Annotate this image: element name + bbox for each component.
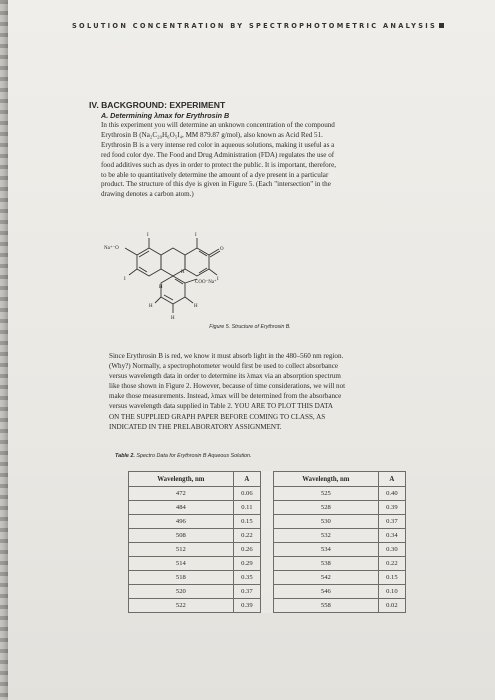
atom-label: COO⁻Na⁺	[195, 280, 217, 285]
molecule-bonds	[125, 238, 220, 313]
cell-wavelength-left: 520	[129, 585, 234, 599]
cell-absorbance-right: 0.10	[378, 585, 405, 599]
cell-wavelength-right: 538	[273, 557, 378, 571]
subsection-heading: A. Determining λmax for Erythrosin B	[101, 111, 230, 120]
table-row	[129, 585, 406, 599]
cell-absorbance-right: 0.39	[378, 501, 405, 515]
atom-label: H	[171, 316, 175, 321]
text-line: versus wavelength data supplied in Table 2. YOU ARE TO PLOT THIS DATA	[109, 402, 334, 411]
cell-absorbance-left: 0.37	[233, 585, 260, 599]
table-row	[129, 515, 406, 529]
atom-label: H	[181, 270, 185, 275]
text-line: food additives such as dyes in order to protect the public. It is important, therefore,	[101, 160, 337, 169]
paragraph-lambda-max	[109, 351, 427, 432]
cell-wavelength-right: 532	[273, 529, 378, 543]
cell-absorbance-right: 0.40	[378, 487, 405, 501]
column-gap	[260, 501, 273, 515]
cell-wavelength-right: 528	[273, 501, 378, 515]
column-gap	[260, 599, 273, 613]
column-gap	[260, 571, 273, 585]
text-line: make those measurements. Instead, λmax will be determined from the absorbance	[109, 392, 342, 401]
erythrosin-structure-figure	[97, 225, 327, 325]
table-row	[129, 599, 406, 613]
atom-label: H	[149, 304, 153, 309]
table-header-row	[129, 472, 406, 487]
atom-label: O	[220, 247, 224, 252]
text-line: Since Erythrosin B is red, we know it must absorb light in the 480–560 nm region.	[109, 352, 344, 360]
atom-label: I	[124, 277, 126, 282]
column-gap	[260, 557, 273, 571]
table-row	[129, 487, 406, 501]
atom-label: I	[217, 277, 219, 282]
table-row	[129, 501, 406, 515]
text-line: ON THE SUPPLIED GRAPH PAPER BEFORE COMING TO CLASS, AS	[109, 412, 326, 421]
cell-wavelength-left: 522	[129, 599, 234, 613]
cell-absorbance-left: 0.29	[233, 557, 260, 571]
cell-absorbance-left: 0.22	[233, 529, 260, 543]
text-line: to be able to quantitatively determine the amount of a dye present in a particular	[101, 170, 329, 179]
table-caption-label: Table 2.	[115, 453, 135, 459]
square-icon	[439, 23, 444, 28]
page-binding-shadow	[0, 0, 8, 700]
molecule-atom-labels	[104, 233, 224, 321]
cell-wavelength-right: 525	[273, 487, 378, 501]
cell-wavelength-left: 518	[129, 571, 234, 585]
table-row	[129, 557, 406, 571]
text-line: Erythrosin B (Na₂C₂₀H₆O₅I₄, MM 879.87 g/mol), also known as Acid Red 51.	[101, 130, 323, 139]
column-gap	[260, 585, 273, 599]
text-line: versus wavelength data in order to determine its λmax via an absorption spectrum	[109, 372, 341, 381]
column-gap	[260, 543, 273, 557]
table-row	[129, 571, 406, 585]
cell-wavelength-left: 514	[129, 557, 234, 571]
header-wavelength-left: Wavelength, nm	[129, 472, 234, 487]
cell-wavelength-right: 542	[273, 571, 378, 585]
atom-label: I	[195, 233, 197, 238]
cell-wavelength-right: 546	[273, 585, 378, 599]
background-section	[89, 100, 412, 200]
cell-absorbance-right: 0.37	[378, 515, 405, 529]
figure-caption: Figure 5. Structure of Erythrosin B.	[209, 324, 291, 330]
cell-absorbance-left: 0.26	[233, 543, 260, 557]
cell-absorbance-right: 0.15	[378, 571, 405, 585]
cell-wavelength-right: 558	[273, 599, 378, 613]
running-head-text: SOLUTION CONCENTRATION BY SPECTROPHOTOMETRIC ANALYSIS	[72, 22, 438, 30]
cell-absorbance-left: 0.11	[233, 501, 260, 515]
table-row	[129, 529, 406, 543]
column-gap	[260, 515, 273, 529]
atom-label: I	[147, 233, 149, 238]
cell-absorbance-left: 0.06	[233, 487, 260, 501]
cell-wavelength-left: 508	[129, 529, 234, 543]
text-line: like those shown in Figure 2. However, because of time considerations, we will not	[109, 382, 346, 391]
text-line: product. The structure of this dye is given in Figure 5. (Each "intersection" in the	[101, 180, 331, 189]
text-line: red food color dye. The Food and Drug Administration (FDA) regulates the use of	[101, 150, 335, 159]
header-wavelength-right: Wavelength, nm	[273, 472, 378, 487]
cell-wavelength-left: 484	[129, 501, 234, 515]
atom-label: Na⁺⁻O	[104, 246, 119, 251]
text-line: Erythrosin B is a very intense red color in aqueous solutions, making it useful as a	[101, 140, 335, 149]
column-gap	[260, 529, 273, 543]
cell-absorbance-left: 0.35	[233, 571, 260, 585]
cell-absorbance-right: 0.22	[378, 557, 405, 571]
section-heading: IV. BACKGROUND: EXPERIMENT	[89, 100, 226, 110]
text-line: In this experiment you will determine an unknown concentration of the compound	[101, 121, 335, 129]
table-caption-text: Spectro Data for Erythrosin B Aqueous Solution.	[136, 453, 252, 459]
column-gap	[260, 472, 273, 487]
cell-absorbance-right: 0.02	[378, 599, 405, 613]
cell-absorbance-right: 0.34	[378, 529, 405, 543]
cell-wavelength-right: 534	[273, 543, 378, 557]
cell-absorbance-left: 0.39	[233, 599, 260, 613]
text-line: INDICATED IN THE PRELABORATORY ASSIGNMENT.	[109, 422, 282, 431]
text-line: (Why?) Normally, a spectrophotometer would first be used to collect absorbance	[109, 362, 339, 371]
header-absorbance-right: A	[378, 472, 405, 487]
cell-wavelength-left: 496	[129, 515, 234, 529]
text-line: drawing denotes a carbon atom.)	[101, 190, 194, 199]
paragraph-intro	[101, 121, 412, 200]
cell-wavelength-left: 472	[129, 487, 234, 501]
column-gap	[260, 487, 273, 501]
cell-wavelength-left: 512	[129, 543, 234, 557]
cell-absorbance-right: 0.30	[378, 543, 405, 557]
header-absorbance-left: A	[233, 472, 260, 487]
running-head	[72, 22, 492, 30]
atom-label: H	[194, 304, 198, 309]
cell-wavelength-right: 530	[273, 515, 378, 529]
spectro-data-table	[128, 471, 406, 613]
atom-label: H	[159, 285, 163, 290]
table-caption	[115, 453, 252, 459]
table-row	[129, 543, 406, 557]
cell-absorbance-left: 0.15	[233, 515, 260, 529]
